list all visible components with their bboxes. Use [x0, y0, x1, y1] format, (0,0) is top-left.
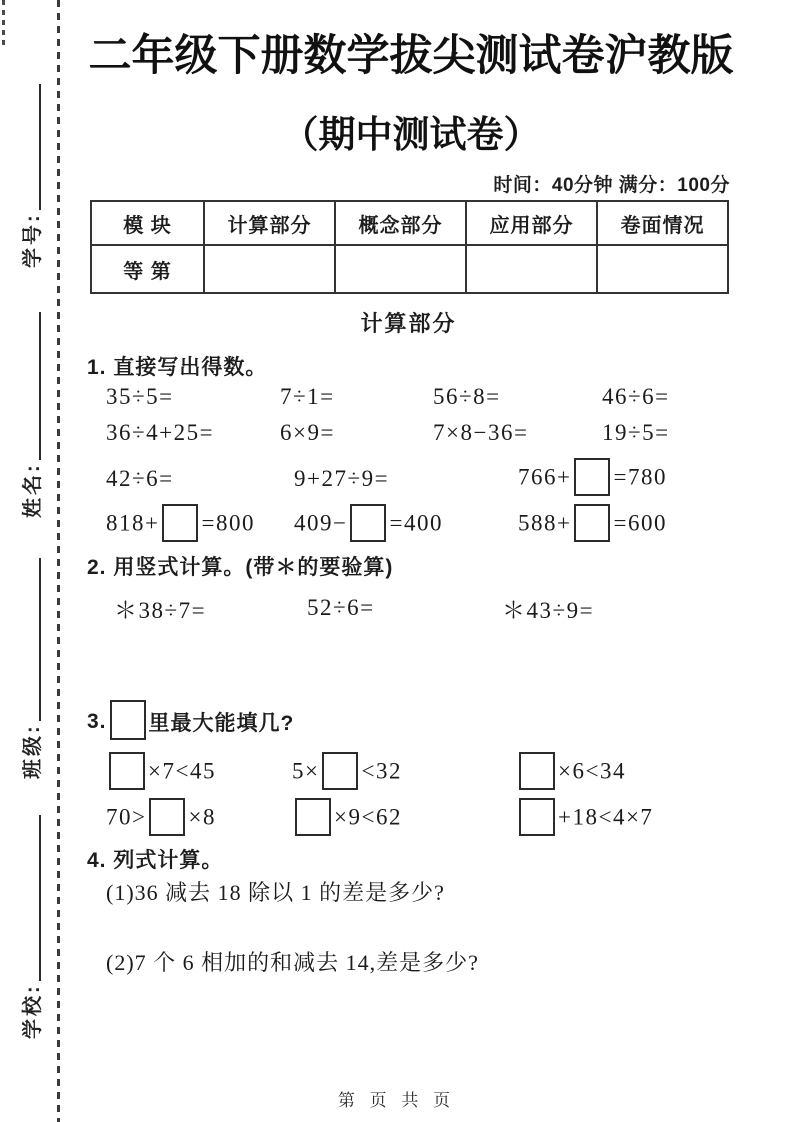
answer-box: [110, 700, 146, 740]
score-header-application: 应用部分: [466, 201, 597, 245]
school-blank-line: [38, 815, 41, 981]
score-cell-calculation: [204, 245, 335, 293]
expression: 52÷6=: [307, 595, 375, 620]
expression: 5× <32: [292, 754, 516, 792]
q3-expression-row-1: [106, 750, 732, 796]
student-id-blank-line: [38, 84, 41, 210]
name-blank-line: [38, 312, 41, 460]
expression: 46÷6=: [602, 384, 670, 409]
sidebar-field-student-id: [12, 82, 48, 268]
sidebar-field-name: [12, 310, 48, 518]
q1-expression-row-4: [106, 502, 732, 548]
score-header-calculation: 计算部分: [204, 201, 335, 245]
score-cell-application: [466, 245, 597, 293]
class-label: 班级:: [21, 723, 44, 779]
expression: 42÷6=: [106, 466, 174, 491]
question-2-heading: 2. 用竖式计算。(带＊的要验算): [87, 556, 394, 579]
answer-box: [162, 504, 198, 542]
score-table: [90, 200, 729, 294]
score-table-header-row: [91, 201, 728, 245]
question-3-heading: 3. 里最大能填几?: [87, 700, 294, 744]
paper-title: 二年级下册数学拔尖测试卷沪教版: [88, 32, 734, 80]
answer-box: [109, 752, 145, 790]
score-cell-concept: [335, 245, 466, 293]
q4-word-problem-2: (2)7 个 6 相加的和减去 14,差是多少?: [106, 950, 479, 975]
class-blank-line: [38, 558, 41, 721]
expression: ＊38÷7=: [114, 597, 207, 623]
name-label: 姓名:: [21, 462, 44, 518]
sidebar-field-class: [12, 556, 48, 779]
student-id-label: 学号:: [21, 212, 44, 268]
expression: 19÷5=: [602, 420, 670, 445]
expression: 70> ×8: [106, 800, 292, 838]
expression: 35÷5=: [106, 384, 174, 409]
grade-row-label: 等 第: [91, 245, 204, 293]
score-header-neatness: 卷面情况: [597, 201, 728, 245]
expression: 56÷8=: [433, 384, 501, 409]
answer-box: [295, 798, 331, 836]
expression: ×7<45: [106, 754, 292, 792]
q2-expression-row: [106, 588, 732, 628]
binding-dashed-line: [57, 0, 60, 1122]
score-table-grade-row: [91, 245, 728, 293]
paper-subtitle: （期中测试卷）: [281, 114, 541, 155]
answer-box: [519, 798, 555, 836]
expression: 7÷1=: [280, 384, 335, 409]
score-cell-neatness: [597, 245, 728, 293]
expression: ×9<62: [292, 800, 516, 838]
answer-box: [322, 752, 358, 790]
answer-box: [519, 752, 555, 790]
score-header-concept: 概念部分: [335, 201, 466, 245]
scan-edge-dashes: [2, 0, 5, 46]
answer-box: [149, 798, 185, 836]
expression: 6×9=: [280, 420, 335, 445]
time-score-info: 时间：40分钟 满分：100分: [493, 175, 730, 196]
expression: 9+27÷9=: [294, 466, 390, 491]
expression: ×6<34: [516, 754, 732, 792]
sidebar-field-school: [12, 813, 48, 1039]
expression: 409− =400: [294, 506, 518, 544]
score-header-module: 模 块: [91, 201, 204, 245]
answer-box: [574, 458, 610, 496]
school-label: 学校:: [21, 983, 44, 1039]
expression: 36÷4+25=: [106, 420, 215, 445]
expression: 588+ =600: [518, 506, 732, 544]
q3-expression-row-2: [106, 796, 732, 842]
expression: +18<4×7: [516, 800, 732, 838]
q1-expression-row-1: [106, 384, 732, 410]
expression: 818+ =800: [106, 506, 294, 544]
expression: 766+ =780: [518, 460, 732, 498]
q1-expression-row-3: [106, 456, 732, 502]
answer-box: [350, 504, 386, 542]
page-footer: 第 页 共 页: [337, 1091, 456, 1110]
expression: 7×8−36=: [433, 420, 529, 445]
expression: ＊43÷9=: [502, 597, 595, 623]
q1-expression-row-2: [106, 420, 732, 446]
section-title: 计算部分: [360, 311, 457, 336]
q4-word-problem-1: (1)36 减去 18 除以 1 的差是多少?: [106, 880, 445, 905]
answer-box: [574, 504, 610, 542]
question-1-heading: 1. 直接写出得数。: [87, 356, 268, 379]
question-4-heading: 4. 列式计算。: [87, 849, 224, 872]
